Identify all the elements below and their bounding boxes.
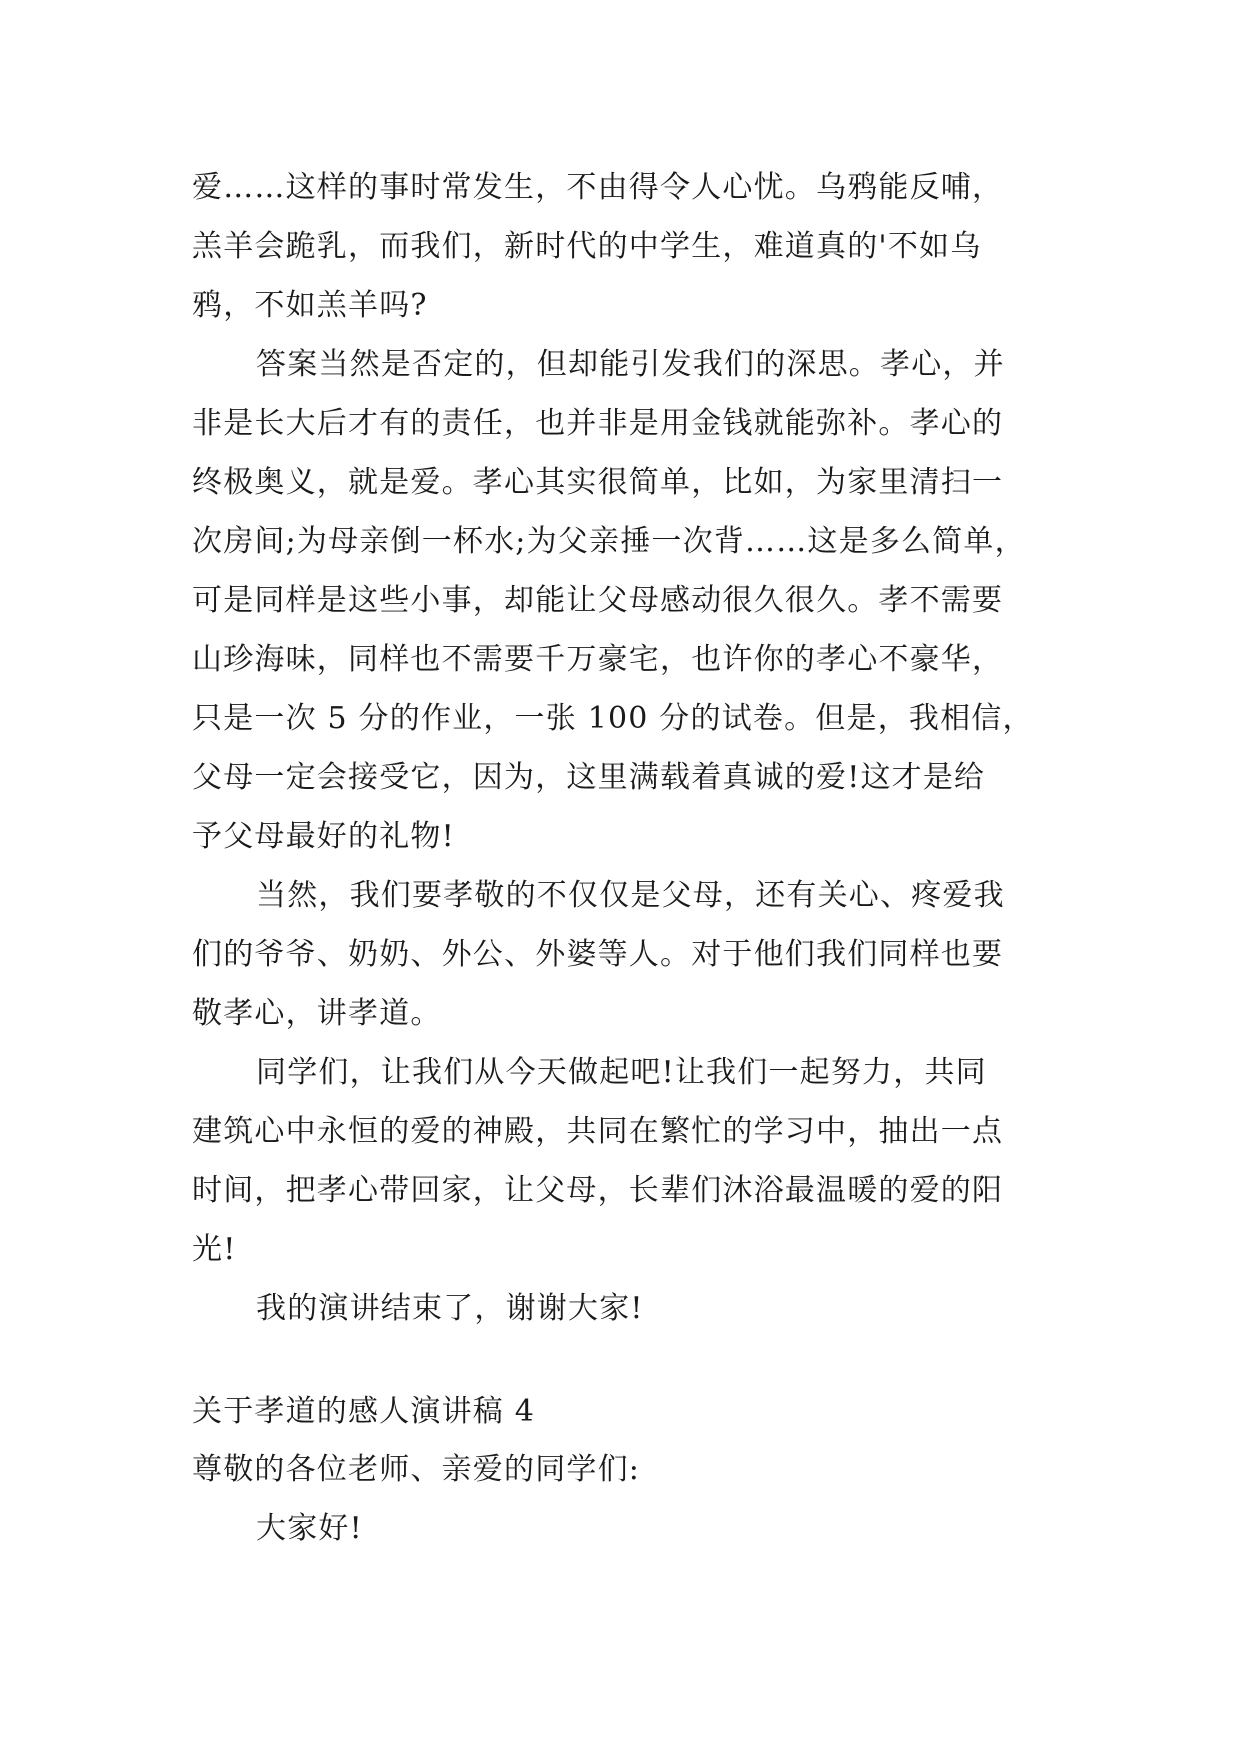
paragraph-line: 光!: [192, 1232, 237, 1267]
paragraph-line: 非是长大后才有的责任，也并非是用金钱就能弥补。孝心的: [192, 406, 1004, 441]
paragraph-line: 敬孝心，讲孝道。: [192, 996, 442, 1031]
paragraph-line: 答案当然是否定的，但却能引发我们的深思。孝心，并: [256, 347, 1005, 382]
paragraph-line: 予父母最好的礼物!: [192, 819, 455, 854]
paragraph-line: 我的演讲结束了，谢谢大家!: [256, 1291, 644, 1326]
paragraph-line: 同学们，让我们从今天做起吧!让我们一起努力，共同: [256, 1055, 987, 1090]
salutation: 尊敬的各位老师、亲爱的同学们:: [192, 1452, 641, 1487]
paragraph-line: 次房间;为母亲倒一杯水;为父亲捶一次背……这是多么简单，: [192, 524, 1026, 559]
paragraph-line: 们的爷爷、奶奶、外公、外婆等人。对于他们我们同样也要: [192, 937, 1004, 972]
paragraph-line: 鸦，不如羔羊吗?: [192, 288, 428, 323]
paragraph-line: 山珍海味，同样也不需要千万豪宅，也许你的孝心不豪华，: [192, 642, 1004, 677]
paragraph-line: 只是一次 5 分的作业，一张 100 分的试卷。但是，我相信，: [192, 701, 1034, 736]
section-title: 关于孝道的感人演讲稿 4: [192, 1394, 536, 1429]
paragraph-line: 爱……这样的事时常发生，不由得令人心忧。乌鸦能反哺，: [192, 170, 1004, 205]
paragraph-line: 时间，把孝心带回家，让父母，长辈们沐浴最温暖的爱的阳: [192, 1173, 1004, 1208]
paragraph-line: 终极奥义，就是爱。孝心其实很简单，比如，为家里清扫一: [192, 465, 1004, 500]
paragraph-line: 父母一定会接受它，因为，这里满载着真诚的爱!这才是给: [192, 760, 986, 795]
paragraph-line: 建筑心中永恒的爱的神殿，共同在繁忙的学习中，抽出一点: [192, 1114, 1004, 1149]
paragraph-line: 当然，我们要孝敬的不仅仅是父母，还有关心、疼爱我: [256, 878, 1005, 913]
paragraph-line: 羔羊会跪乳，而我们，新时代的中学生，难道真的'不如乌: [192, 229, 982, 264]
greeting: 大家好!: [256, 1511, 363, 1546]
paragraph-line: 可是同样是这些小事，却能让父母感动很久很久。孝不需要: [192, 583, 1004, 618]
